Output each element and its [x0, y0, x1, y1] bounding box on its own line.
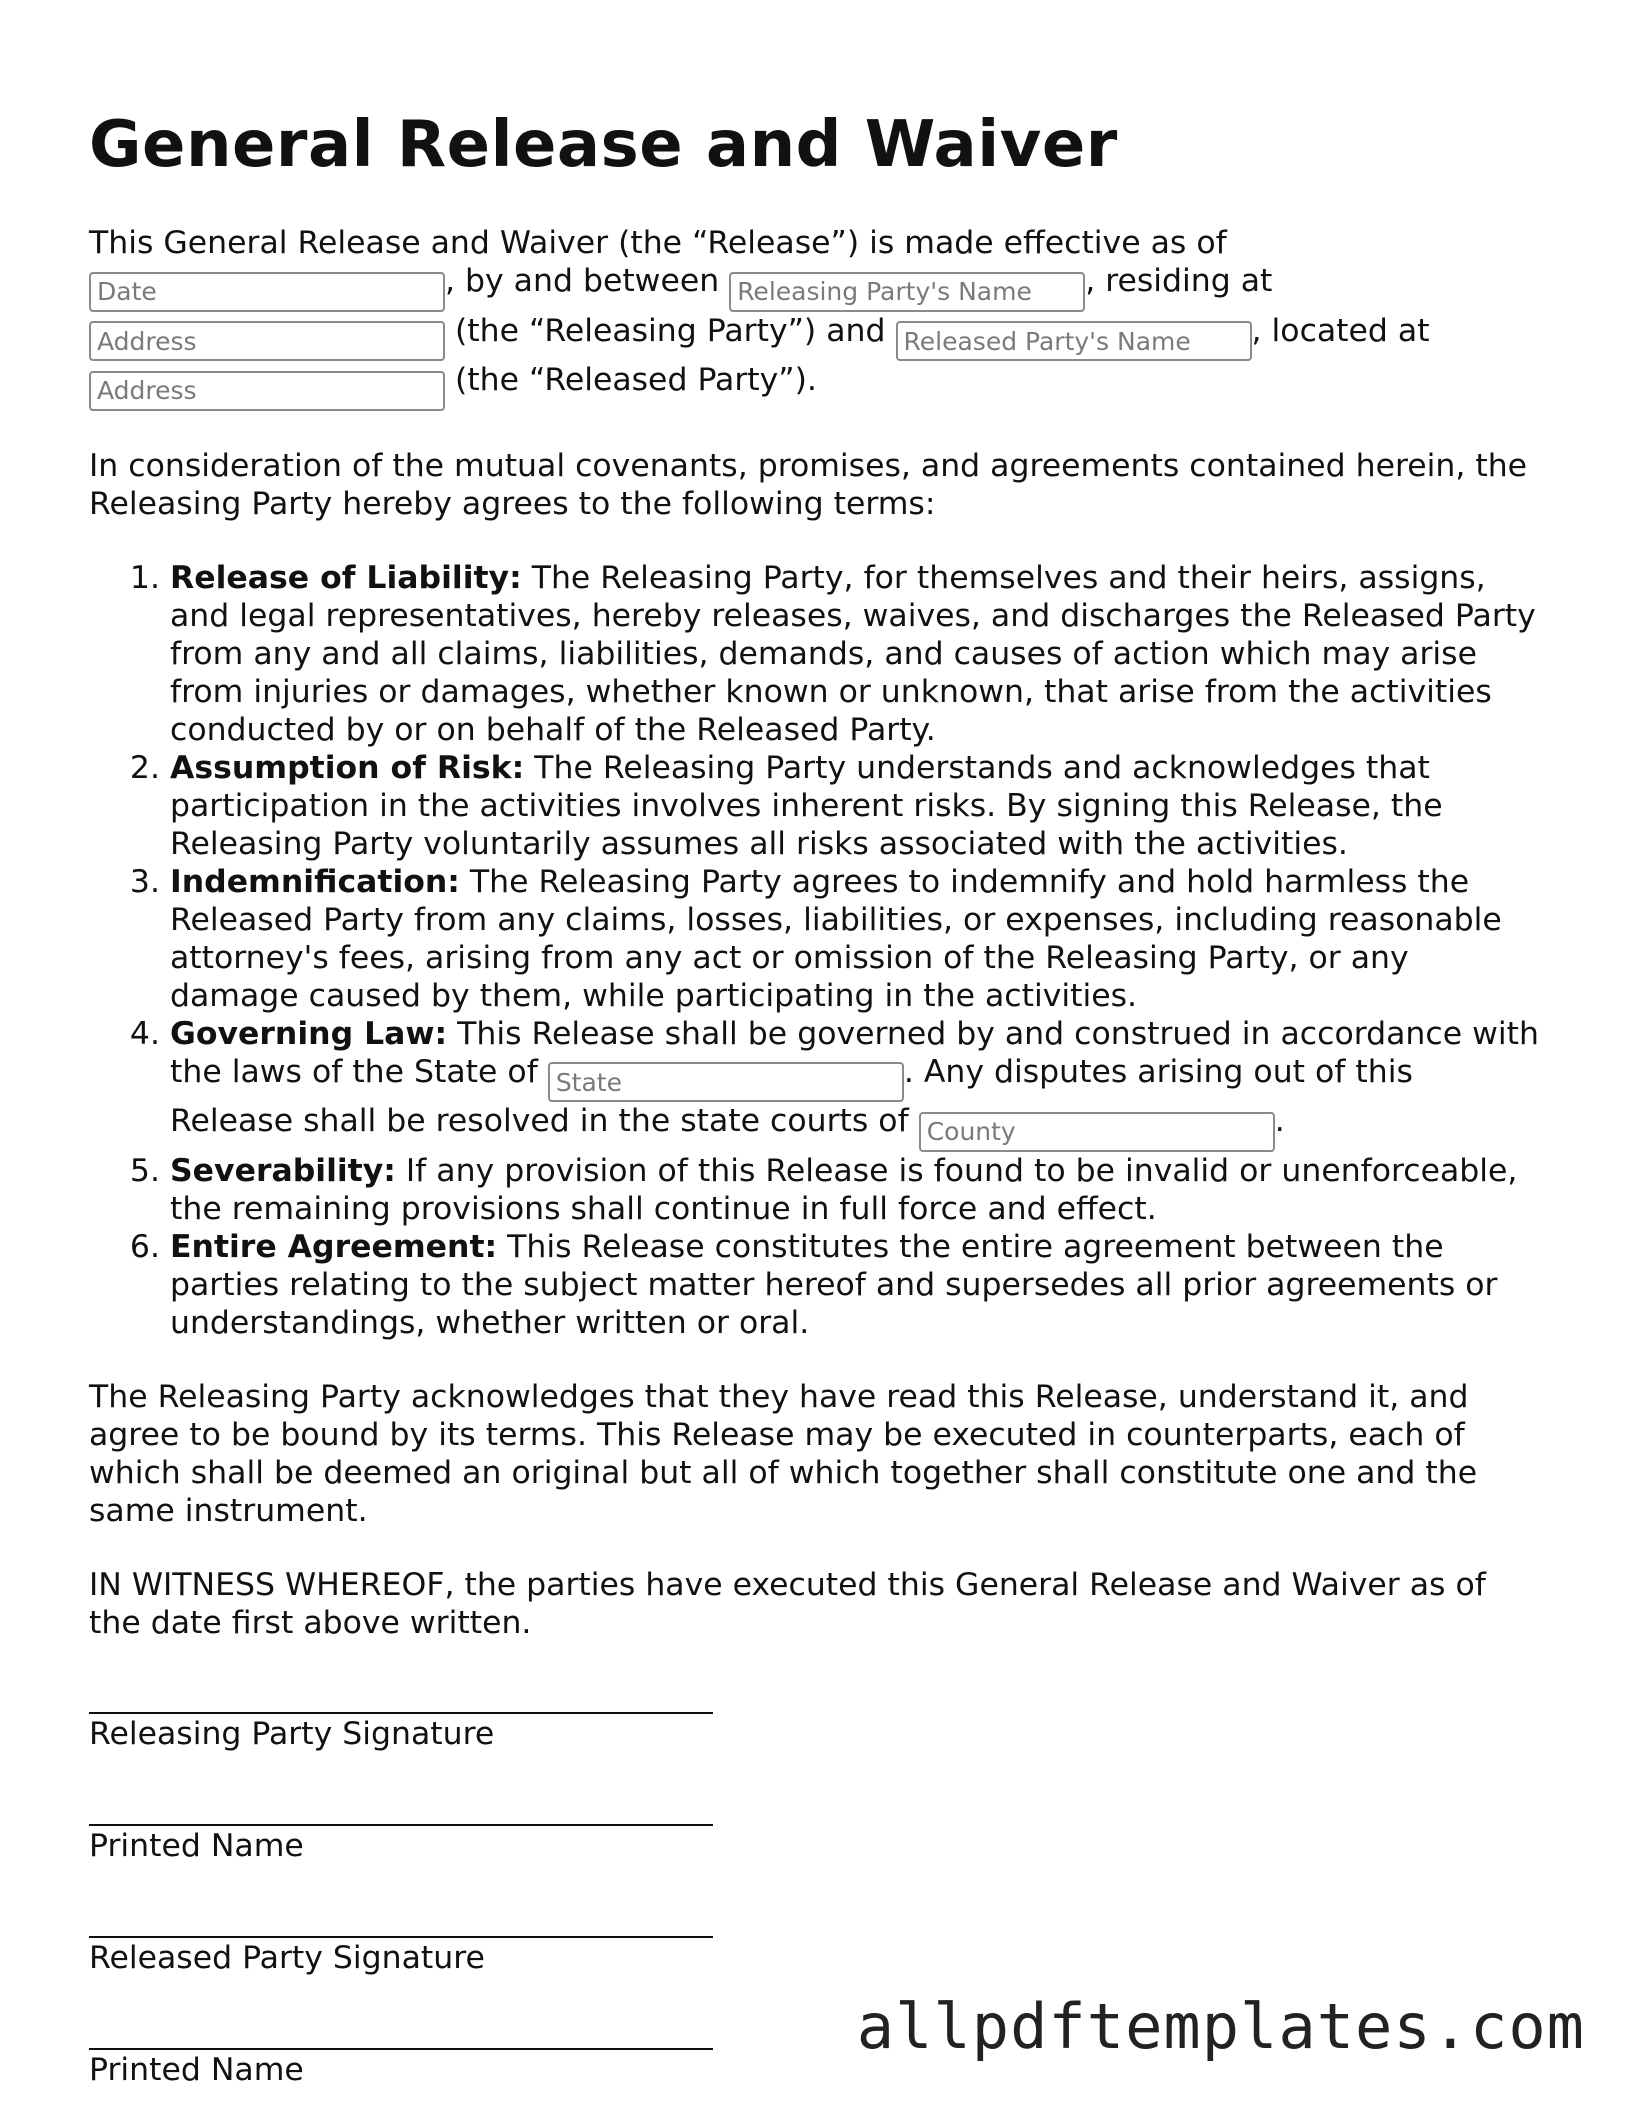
- document-title: General Release and Waiver: [89, 108, 1118, 182]
- term-entire-agreement: [170, 1228, 1539, 1342]
- term-text: The Releasing Party, for themselves and their heirs, assigns, and legal representatives, hereby releases, waives, and discharges the Released Party from any and all claims, liabilities, demands, and causes of action which may arise from injuries or damages, whether known or unknown, that arise from the activities conducted by or on behalf of the Released Party.: [170, 559, 1536, 748]
- released-party-printed-name-line[interactable]: [89, 2014, 713, 2050]
- intro-text-4: (the “Releasing Party”) and: [445, 312, 886, 349]
- terms-list: [89, 559, 1539, 1342]
- term-heading: Severability:: [170, 1152, 396, 1189]
- releasing-party-address-field[interactable]: [89, 321, 445, 361]
- intro-text-6: (the “Released Party”).: [445, 362, 817, 399]
- term-heading: Release of Liability:: [170, 559, 522, 596]
- term-heading: Governing Law:: [170, 1015, 448, 1052]
- term-governing-law: [170, 1015, 1539, 1152]
- signature-label: Releasing Party Signature: [89, 1715, 495, 1752]
- intro-text-3: , residing at: [1085, 263, 1273, 300]
- releasing-party-name-field[interactable]: [729, 272, 1085, 312]
- intro-paragraph: [89, 224, 1539, 411]
- term-severability: [170, 1152, 1539, 1228]
- intro-text-5: , located at: [1251, 312, 1430, 349]
- released-party-name-field[interactable]: [896, 321, 1252, 361]
- signature-label: Printed Name: [89, 2051, 304, 2088]
- intro-text-2: , by and between: [445, 263, 720, 300]
- released-party-signature-line[interactable]: [89, 1902, 713, 1938]
- term-text: The Releasing Party understands and acknowledges that participation in the activities involves inherent risks. By signing this Release, the Releasing Party voluntarily assumes all risks associated with the activities.: [170, 749, 1443, 862]
- document-page: [89, 110, 1539, 2126]
- term-text: This Release shall be governed by and construed in accordance with the laws of the State of: [170, 1015, 1539, 1090]
- term-text: This Release constitutes the entire agreement between the parties relating to the subject matter hereof and supersedes all prior agreements or understandings, whether written or oral.: [170, 1228, 1498, 1341]
- consideration-paragraph: In consideration of the mutual covenants, promises, and agreements contained herein, the Releasing Party hereby agrees to the following terms:: [89, 447, 1528, 522]
- effective-date-field[interactable]: [89, 272, 445, 312]
- term-indemnification: [170, 863, 1539, 1015]
- term-heading: Assumption of Risk:: [170, 749, 525, 786]
- releasing-party-signature-line[interactable]: [89, 1678, 713, 1714]
- watermark: allpdftemplates.com: [856, 1990, 1585, 2063]
- term-text: . Any disputes arising out of this Release shall be resolved in the state courts of: [170, 1053, 1413, 1140]
- signature-label: Printed Name: [89, 1827, 304, 1864]
- released-party-address-field[interactable]: [89, 371, 445, 411]
- signature-label: Released Party Signature: [89, 1939, 485, 1976]
- term-heading: Indemnification:: [170, 863, 460, 900]
- term-assumption-of-risk: [170, 749, 1539, 863]
- county-field[interactable]: [919, 1112, 1275, 1152]
- intro-text-1: This General Release and Waiver (the “Release”) is made effective as of: [89, 225, 1227, 262]
- witness-paragraph: IN WITNESS WHEREOF, the parties have executed this General Release and Waiver as of the date first above written.: [89, 1566, 1486, 1641]
- term-release-of-liability: [170, 559, 1539, 749]
- term-text: .: [1274, 1103, 1285, 1140]
- state-field[interactable]: [548, 1062, 904, 1102]
- term-text: If any provision of this Release is found to be invalid or unenforceable, the remaining provisions shall continue in full force and effect.: [170, 1152, 1518, 1227]
- term-text: The Releasing Party agrees to indemnify and hold harmless the Released Party from any claims, losses, liabilities, or expenses, including reasonable attorney's fees, arising from any act or omission of the Releasing Party, or any damage caused by them, while participating in the activities.: [170, 863, 1502, 1014]
- term-heading: Entire Agreement:: [170, 1228, 498, 1265]
- releasing-party-printed-name-line[interactable]: [89, 1790, 713, 1826]
- acknowledgement-paragraph: The Releasing Party acknowledges that they have read this Release, understand it, and agree to be bound by its terms. This Release may be executed in counterparts, each of which shall be deemed an original but all of which together shall constitute one and the same instrument.: [89, 1378, 1478, 1529]
